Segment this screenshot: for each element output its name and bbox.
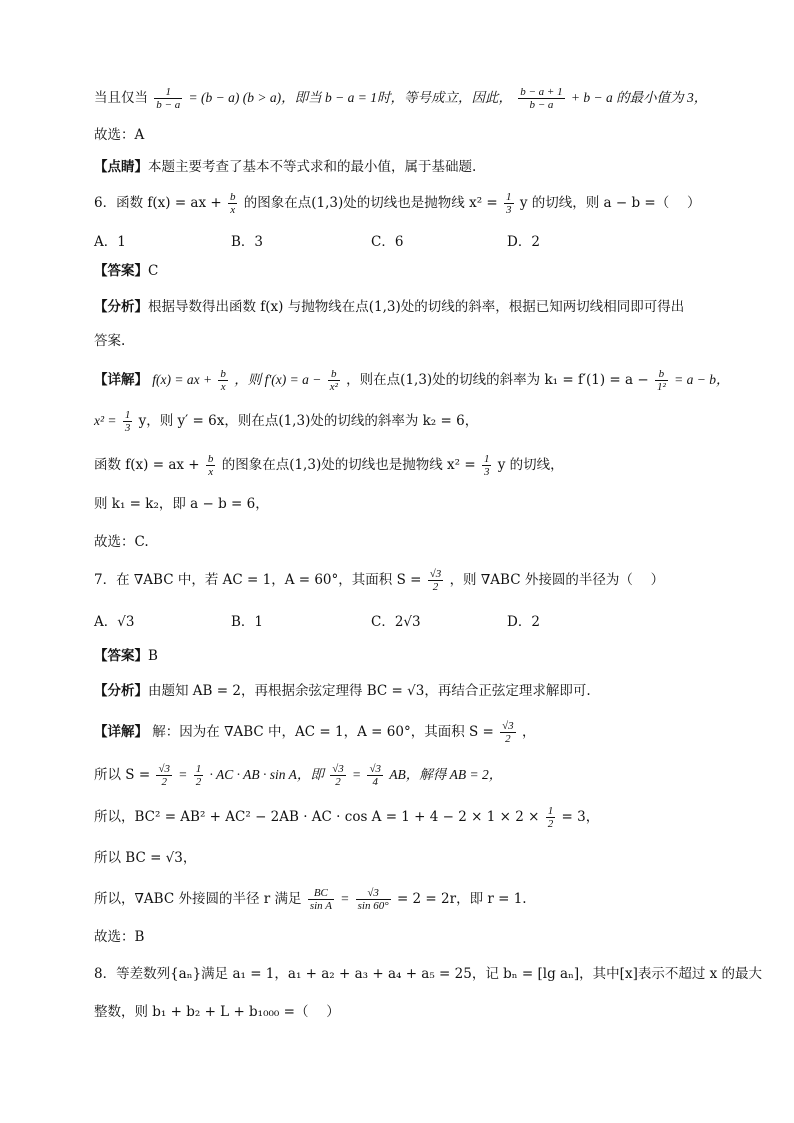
- fraction: $\frac{1}{3}$: [483, 453, 490, 478]
- fraction: $\frac{b}{x}$: [229, 191, 236, 216]
- solution-line: x² = $\frac{1}{3}$ y，则 y′ = 6x，则在点(1,3)处的切线的斜率为 k₂ = 6，: [94, 409, 479, 434]
- fraction: $\frac{√3}{2}$: [429, 568, 442, 593]
- question-6: 6．函数 f(x) = ax + $\frac{b}{x}$ 的图象在点(1,3)处的切线也是抛物线 x² = $\frac{1}{3}$ y 的切线，则 a − b =（ ）: [94, 191, 701, 216]
- question-7: 7．在 ∇ABC 中，若 AC = 1，A = 60°，其面积 S = $\frac{√3}{2}$ ，则 ∇ABC 外接圆的半径为（ ）: [94, 568, 665, 593]
- solution-line: 所以 S = $\frac{√3}{2}$ = $\frac{1}{2}$ · AC · AB · sin A，即 $\frac{√3}{2}$ = $\frac{√3}{4}$ AB，解得 AB = 2，: [94, 763, 503, 788]
- answer-line: 【答案】C: [94, 263, 159, 279]
- solution-line: 则 k₁ = k₂，即 a − b = 6，: [94, 496, 269, 512]
- question-8-cont: 整数，则 b₁ + b₂ + L + b₁₀₀₀ =（ ）: [94, 1004, 340, 1020]
- fraction: $\frac{1}{3}$: [124, 409, 131, 434]
- analysis-line: 【分析】由题知 AB = 2，再根据余弦定理得 BC = √3，再结合正弦定理求解即可.: [94, 683, 591, 699]
- option-d: D．2: [507, 614, 540, 630]
- solution-line: 所以 BC = √3，: [94, 850, 197, 866]
- option-b: B．1: [231, 614, 264, 630]
- solution-line: 【详解】 f(x) = ax + $\frac{b}{x}$ ，则 f′(x) = a − $\frac{b}{\text{x²}}$ ，则在点(1,3)处的切线的斜率为 k₁ = f′(1) = a − $\frac{b}{\text{1²}}$ = a − b，: [94, 368, 730, 393]
- fraction: $\frac{1}{3}$: [506, 191, 512, 216]
- fraction: $\frac{b}{\text{x²}}$: [329, 368, 338, 393]
- analysis-line-cont: 答案.: [94, 333, 126, 349]
- fraction: $\frac{b}{x}$: [220, 368, 226, 393]
- fraction: $\frac{b - a + 1}{b - a}$: [520, 86, 563, 111]
- fraction: $\frac{1}{2}$: [195, 763, 202, 788]
- question-8: 8．等差数列{aₙ}满足 a₁ = 1，a₁ + a₂ + a₃ + a₄ + a₅ = 25，记 bₙ = [lg aₙ]，其中[x]表示不超过 x 的最大: [94, 966, 763, 982]
- solution-line: 【详解】 解：因为在 ∇ABC 中，AC = 1，A = 60°，其面积 S = $\frac{√3}{2}$ ，: [94, 720, 536, 745]
- solution-line: 故选：B: [94, 929, 145, 945]
- answer-choice-line: 故选：A: [94, 127, 145, 143]
- fraction: $\frac{1}{b - a}$: [156, 86, 181, 111]
- answer-line: 【答案】B: [94, 648, 158, 664]
- fraction: $\frac{BC}{\text{sin A}}$: [309, 887, 332, 912]
- solution-line: 故选：C.: [94, 534, 149, 550]
- fraction: $\frac{b}{\text{1²}}$: [656, 368, 666, 393]
- solution-line: 所以，BC² = AB² + AC² − 2AB · AC · cos A = 1 + 4 − 2 × 1 × 2 × $\frac{1}{2}$ = 3，: [94, 805, 600, 830]
- comment-line: 【点睛】本题主要考查了基本不等式求和的最小值，属于基础题.: [94, 159, 477, 175]
- analysis-line: 【分析】根据导数得出函数 f(x) 与抛物线在点(1,3)处的切线的斜率，根据已知两切线相同即可得出: [94, 299, 685, 315]
- option-d: D．2: [507, 234, 540, 250]
- fraction: $\frac{√3}{2}$: [332, 763, 344, 788]
- fraction: $\frac{1}{2}$: [547, 805, 554, 830]
- option-a: A．√3: [94, 614, 135, 630]
- comment-tag: 【点睛】: [94, 159, 148, 175]
- option-b: B．3: [231, 234, 264, 250]
- fraction: $\frac{√3}{2}$: [502, 720, 514, 745]
- document-page: [94, 0, 763, 1123]
- fraction: $\frac{√3}{2}$: [158, 763, 170, 788]
- option-c: C．2√3: [371, 614, 421, 630]
- fraction: $\frac{b}{x}$: [207, 453, 214, 478]
- solution-line: 所以，∇ABC 外接圆的半径 r 满足 $\frac{BC}{\text{sin A}}$ = $\frac{√3}{\sin 60^\circ}$ = 2 = 2r，即 r = 1.: [94, 887, 527, 912]
- fraction: $\frac{√3}{4}$: [369, 763, 382, 788]
- option-a: A．1: [94, 234, 126, 250]
- option-c: C．6: [371, 234, 404, 250]
- fraction: $\frac{√3}{\sin 60^\circ}$: [357, 887, 389, 912]
- text-line: 当且仅当 $\frac{1}{b - a}$ = (b − a) (b > a)，即当 b − a = 1时，等号成立，因此， $\frac{b - a + 1}{b - a}$ + b − a 的最小值为 3，: [94, 86, 708, 111]
- solution-line: 函数 f(x) = ax + $\frac{b}{x}$ 的图象在点(1,3)处的切线也是抛物线 x² = $\frac{1}{3}$ y 的切线，: [94, 453, 564, 478]
